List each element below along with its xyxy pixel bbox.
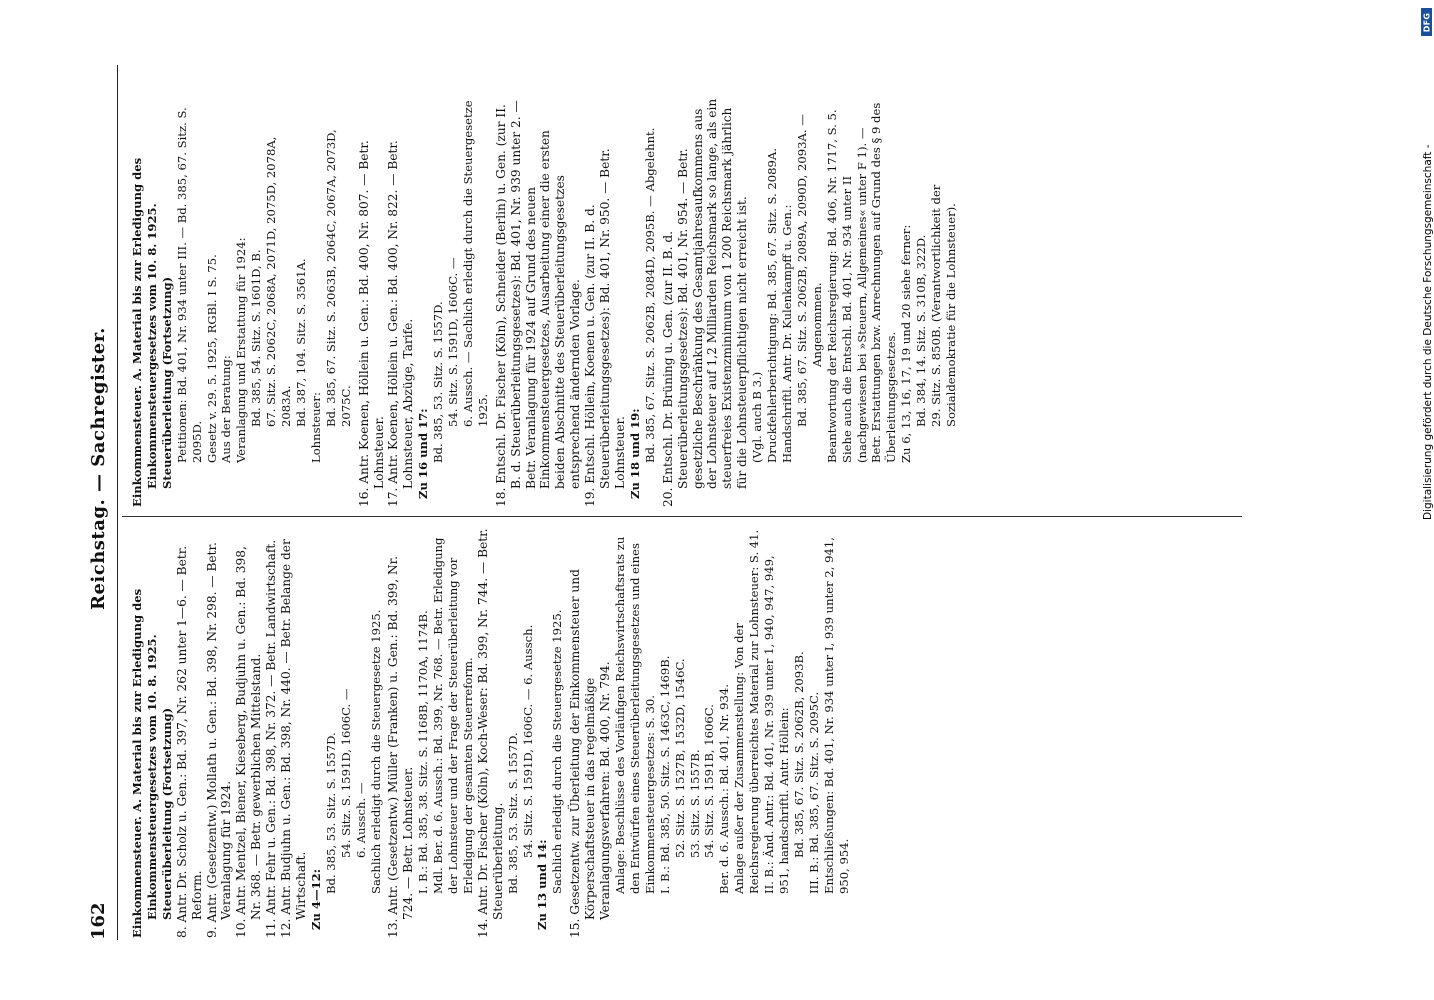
index-entry: Petitionen: Bd. 401, Nr. 934 unter III. — Bd. 385, 67. Sitz. S. 2095D. bbox=[174, 107, 204, 463]
index-entry: Angenommen. bbox=[809, 282, 824, 367]
index-entry: (Vgl. auch B 3.) bbox=[750, 371, 765, 463]
index-entry: Einkommensteuer. A. Material bis zur Erledigung des Einkommensteuergesetzes vom 10. 8. 1925. Steuerüberleitung (Fortsetzung) bbox=[130, 157, 174, 507]
running-head: Reichstag. — Sachregister. bbox=[88, 327, 109, 610]
header-rule bbox=[117, 65, 118, 940]
index-entry: I. B.: Bd. 385, 50. Sitz. S. 1463C, 1469B. bbox=[657, 655, 672, 894]
index-entry: 54. Sitz. S. 1591D, 1606C. — bbox=[338, 688, 353, 858]
index-entry: Bd. 385, 53. Sitz. S. 1557D. bbox=[431, 301, 446, 463]
index-entry: Zu 18 und 19: bbox=[627, 408, 642, 499]
index-entry: Druckfehlerberichtigung: Bd. 385, 67. Sitz. S. 2089A. bbox=[765, 148, 780, 463]
index-entry: 18. Entschl. Dr. Fischer (Köln), Schneider (Berlin) u. Gen. (zur II. B. d. Steuerüberleitungsgesetzes): Bd. 401, Nr. 939 unter 2. — Betr. Veranlagung für 1924 auf Grund des neuen Einkommensteuergesetzes, Ausarbeitung einer die ersten beiden Abschnitte des Steuerüberleitungsgesetzes entsprechend ändernden Vorlage. bbox=[493, 100, 583, 507]
digitization-credit bbox=[1414, 0, 1434, 1000]
index-entry: Lohnsteuer: bbox=[308, 392, 323, 463]
index-entry: 6. Aussch. — Sachlich erledigt durch die Steuergesetze 1925. bbox=[460, 100, 490, 427]
dfg-logo-label: DFG bbox=[1422, 12, 1432, 32]
index-entry: 54. Sitz. S. 1591D, 1606C. — bbox=[446, 257, 461, 427]
index-entry: 17. Antr. Koenen, Höllein u. Gen.: Bd. 400, Nr. 822. — Betr. Lohnsteuer, Abzüge, Tarife. bbox=[386, 140, 416, 507]
page-header bbox=[88, 70, 112, 940]
index-entry: Anlage außer der Zusammenstellung: Von der Reichsregierung überreichtes Material zur Lohnsteuer: S. 41. bbox=[732, 529, 762, 894]
index-entry: 14. Antr. Dr. Fischer (Köln), Koch-Weser: Bd. 399, Nr. 744. — Betr. Steuerüberleitung. bbox=[475, 528, 505, 938]
index-entry: 19. Entschl. Höllein, Koenen u. Gen. (zur II. B. d. Steuerüberleitungsgesetzes): Bd. 401, Nr. 950. — Betr. Lohnsteuer. bbox=[583, 148, 627, 507]
column-divider bbox=[122, 516, 1242, 517]
index-entry: Handschriftl. Antr. Dr. Kulenkampff u. Gen.: bbox=[779, 204, 794, 463]
index-entry: Bd. 385, 53. Sitz. S. 1557D. bbox=[323, 732, 338, 894]
index-entry: Bd. 385, 67. Sitz. S. 2062B, 2084D, 2095B. — Abgelehnt. bbox=[642, 127, 657, 463]
index-entry: 67. Sitz. S. 2062C, 2068A, 2071D, 2075D, 2078A, 2083A. bbox=[264, 136, 294, 427]
index-entry: 20. Entschl. Dr. Brüning u. Gen. (zur II. B. d. Steuerüberleitungsgesetzes): Bd. 401, Nr. 954. — Betr. gesetzliche Beschränkung des Gesamtjahresaufkommens aus der Lohnsteuer auf 1,2 Milliarden Reichsmark so lange, als ein steuerfreies Existenzminimum von 1 200 Reichsmark jährlich für die Lohnsteuerpflichtigen nicht erreicht ist. bbox=[660, 98, 750, 507]
index-entry: Bd. 384, 14. Sitz. S. 310B, 322D. bbox=[914, 234, 929, 427]
index-entry: Beantwortung der Reichsregierung: Bd. 406, Nr. 1717, S. 5. bbox=[824, 109, 839, 463]
left-column bbox=[130, 528, 852, 938]
index-entry: 11. Antr. Fehr u. Gen.: Bd. 398, Nr. 372. — Betr. Landwirtschaft. bbox=[264, 539, 279, 938]
index-entry: 29. Sitz. S. 850B. (Verantwortlichkeit der Sozialdemokratie für die Lohnsteuer). bbox=[929, 184, 958, 427]
index-entry: 10. Antr. Mentzel, Biener, Kieseberg, Budjuhn u. Gen.: Bd. 398, Nr. 368. — Betr. gewerblichen Mittelstand. bbox=[234, 546, 264, 938]
index-entry: Veranlagung und Erstattung für 1924: bbox=[234, 237, 249, 463]
right-column bbox=[130, 97, 959, 507]
index-entry: 15. Gesetzentw. zur Überleitung der Einkommensteuer und Körperschaftsteuer in das regelmäßige Veranlagungsverfahren: Bd. 400, Nr. 794. bbox=[568, 569, 613, 938]
credit-text: Digitalisierung gefördert durch die Deutsche Forschungsgemeinschaft - bbox=[1422, 144, 1434, 520]
index-entry: I. B.: Bd. 385, 38. Sitz. S. 1168B, 1170A, 1174B. bbox=[416, 610, 431, 894]
index-entry: 52. Sitz. S. 1527B, 1532D, 1546C. bbox=[672, 658, 687, 858]
index-entry: Zu 6, 13, 16, 17, 19 und 20 siehe ferner: bbox=[899, 224, 914, 463]
index-entry: Zu 13 und 14: bbox=[535, 839, 550, 930]
index-entry: Zu 4—12: bbox=[308, 868, 323, 930]
index-entry: 54. Sitz. S. 1591B, 1606C. bbox=[702, 704, 717, 858]
index-entry: Mdl. Ber. d. 6. Aussch.: Bd. 399, Nr. 768. — Betr. Erledigung der Lohnsteuer und der Frage der Steuerüberleitung vor Erledigung der gesamten Steuerreform. bbox=[431, 537, 475, 894]
index-entry: Bd. 385, 54. Sitz. S. 1601D, B. bbox=[249, 249, 264, 427]
index-entry: Ber. d. 6. Aussch.: Bd. 401, Nr. 934. bbox=[717, 684, 732, 894]
index-entry: 13. Antr. (Gesetzentw.) Müller (Franken) u. Gen.: Bd. 399, Nr. 724. — Betr. Lohnsteuer. bbox=[386, 555, 416, 938]
index-entry: Aus der Beratung: bbox=[219, 355, 234, 463]
index-entry: Sachlich erledigt durch die Steuergesetze 1925. bbox=[550, 609, 565, 894]
index-entry: Entschließungen: Bd. 401, Nr. 934 unter I, 939 unter 2, 941, 950, 954. bbox=[821, 537, 851, 894]
index-entry: 8. Antr. Dr. Scholz u. Gen.: Bd. 397, Nr. 262 unter 1—6. — Betr. Reform. bbox=[174, 545, 204, 938]
index-entry: 9. Antr. (Gesetzentw.) Mollath u. Gen.: Bd. 398, Nr. 298. — Betr. Veranlagung für 1924. bbox=[204, 542, 234, 938]
index-entry: 12. Antr. Budjuhn u. Gen.: Bd. 398, Nr. 440. — Betr. Belange der Wirtschaft. bbox=[279, 539, 308, 938]
index-entry: 6. Aussch. — bbox=[353, 782, 368, 858]
index-entry: III. B.: Bd. 385, 67. Sitz. S. 2095C. bbox=[806, 691, 821, 894]
index-entry: Anlage: Beschlüsse des Vorläufigen Reichswirtschaftsrats zu den Entwürfen eines Steuerüberleitungsgesetzes und eines Einkommensteuergesetzes: S. 30. bbox=[613, 536, 657, 894]
index-entry: Bd. 387, 104. Sitz. S. 3561A. bbox=[293, 258, 308, 427]
index-entry: Bd. 385, 53. Sitz. S. 1557D. bbox=[505, 732, 520, 894]
index-entry: 16. Antr. Koenen, Höllein u. Gen.: Bd. 400, Nr. 807. — Betr. Lohnsteuer. bbox=[356, 140, 386, 507]
page-number: 162 bbox=[88, 902, 109, 940]
index-entry: Siehe auch die Entschl. Bd. 401, Nr. 934 unter II (nachgewiesen bei »Steuern, Allgemeines« unter F 1). — Betr. Erstattungen bzw. Anrechnungen auf Grund des § 9 des Überleitungsgesetzes. bbox=[839, 102, 899, 463]
index-entry: Bd. 385, 67. Sitz. S. 2063B, 2064C, 2067A, 2073D, 2075C. bbox=[323, 129, 353, 427]
index-entry: II. B.: Änd. Antr.: Bd. 401, Nr. 939 unter 1, 940, 947, 949, 951, handschriftl. Antr. Höllein: bbox=[762, 555, 791, 894]
index-entry: 54. Sitz. S. 1591D, 1606C. — 6. Aussch. bbox=[520, 624, 535, 858]
index-entry: Zu 16 und 17: bbox=[416, 408, 431, 499]
index-entry: Einkommensteuer. A. Material bis zur Erledigung des Einkommensteuergesetzes vom 10. 8. 1925. Steuerüberleitung (Fortsetzung) bbox=[130, 588, 174, 938]
index-entry: Gesetz v. 29. 5. 1925, RGBl. I S. 75. bbox=[204, 254, 219, 463]
index-entry: Bd. 385, 67. Sitz. S. 2062B, 2093B. bbox=[791, 651, 806, 858]
index-entry: Bd. 385, 67. Sitz. S. 2062B, 2089A, 2090D, 2093A. — bbox=[794, 114, 809, 427]
dfg-logo bbox=[1421, 8, 1432, 36]
index-entry: Sachlich erledigt durch die Steuergesetze 1925. bbox=[368, 609, 383, 894]
index-entry: 53. Sitz. S. 1557B. bbox=[687, 749, 702, 858]
